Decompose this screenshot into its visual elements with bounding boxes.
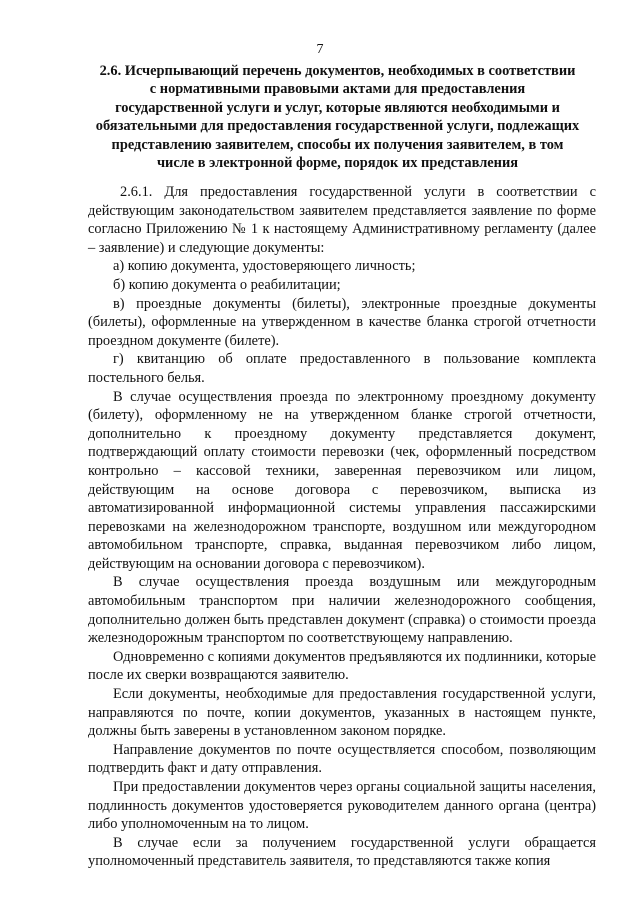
list-item-b: б) копию документа о реабилитации; [113,276,341,293]
paragraph-originals: Одновременно с копиями документов предъявляются их подлинники, которые после их сверки возвращаются заявителю. [88,648,596,684]
list-item-v: в) проездные документы (билеты), электронные проездные документы (билеты), оформленные на утвержденном в качестве бланка строгой отчетности проездном документе (билете). [88,295,596,349]
page-number: 7 [316,42,324,57]
paragraph-2-6-1: 2.6.1. Для предоставления государственной услуги в соответствии с действующим законодательством заявителем представляется заявление по форме согласно Приложению № 1 к настоящему Административному регламенту (далее – заявление) и следующие документы: [88,184,596,256]
list-item-g: г) квитанцию об оплате предоставленного в пользование комплекта постельного белья. [88,351,596,386]
paragraph-by-mail: Если документы, необходимые для предоставления государственной услуги, направляются по почте, копии документов, указанных в настоящем пункте, должны быть заверены в установленном законом порядке. [88,686,596,740]
paragraph-mail-method: Направление документов по почте осуществляется способом, позволяющим подтвердить факт и дату отправления. [88,741,596,777]
document-body [88,183,596,871]
paragraph-representative: В случае если за получением государственной услуги обращается уполномоченный представитель заявителя, то представляются также копия [88,834,596,870]
paragraph-electronic-ticket: В случае осуществления проезда по электронному проездному документу (билету), оформленному не на утвержденном бланке строгой отчетности, дополнительно к проездному документу представляется документ, подтверждающий оплату стоимости перевозки (чек, оформленный посредством контрольно – кассовой техники, заверенная перевозчиком или лицом, действующим на основе договора с перевозчиком, выписка из автоматизированной информационной системы управления пассажирскими перевозками на железнодорожном транспорте, воздушном или междугородном автомобильном транспорте, справка, выданная перевозчиком либо лицом, действующим на основании договора с перевозчиком). [88,388,596,572]
paragraph-social-protection: При предоставлении документов через органы социальной защиты населения, подлинность документов удостоверяется руководителем данного органа (центра) либо уполномоченным на то лицом. [88,779,596,833]
list-item-a: а) копию документа, удостоверяющего личность; [113,258,416,275]
paragraph-air-transport: В случае осуществления проезда воздушным или междугородным автомобильным транспортом при наличии железнодорожного сообщения, дополнительно должен быть представлен документ (справка) о стоимости проезда железнодорожным транспортом по соответствующему направлению. [88,574,596,647]
section-heading: 2.6. Исчерпывающий перечень документов, необходимых в соответствии с нормативными правовыми актами для предоставления государственной услуги и услуг, которые являются необходимыми и обязательными для предоставления государственной услуги, подлежащих представлению заявителем, способы их получения заявителем, в том числе в электронной форме, порядок их представления [95,63,580,172]
